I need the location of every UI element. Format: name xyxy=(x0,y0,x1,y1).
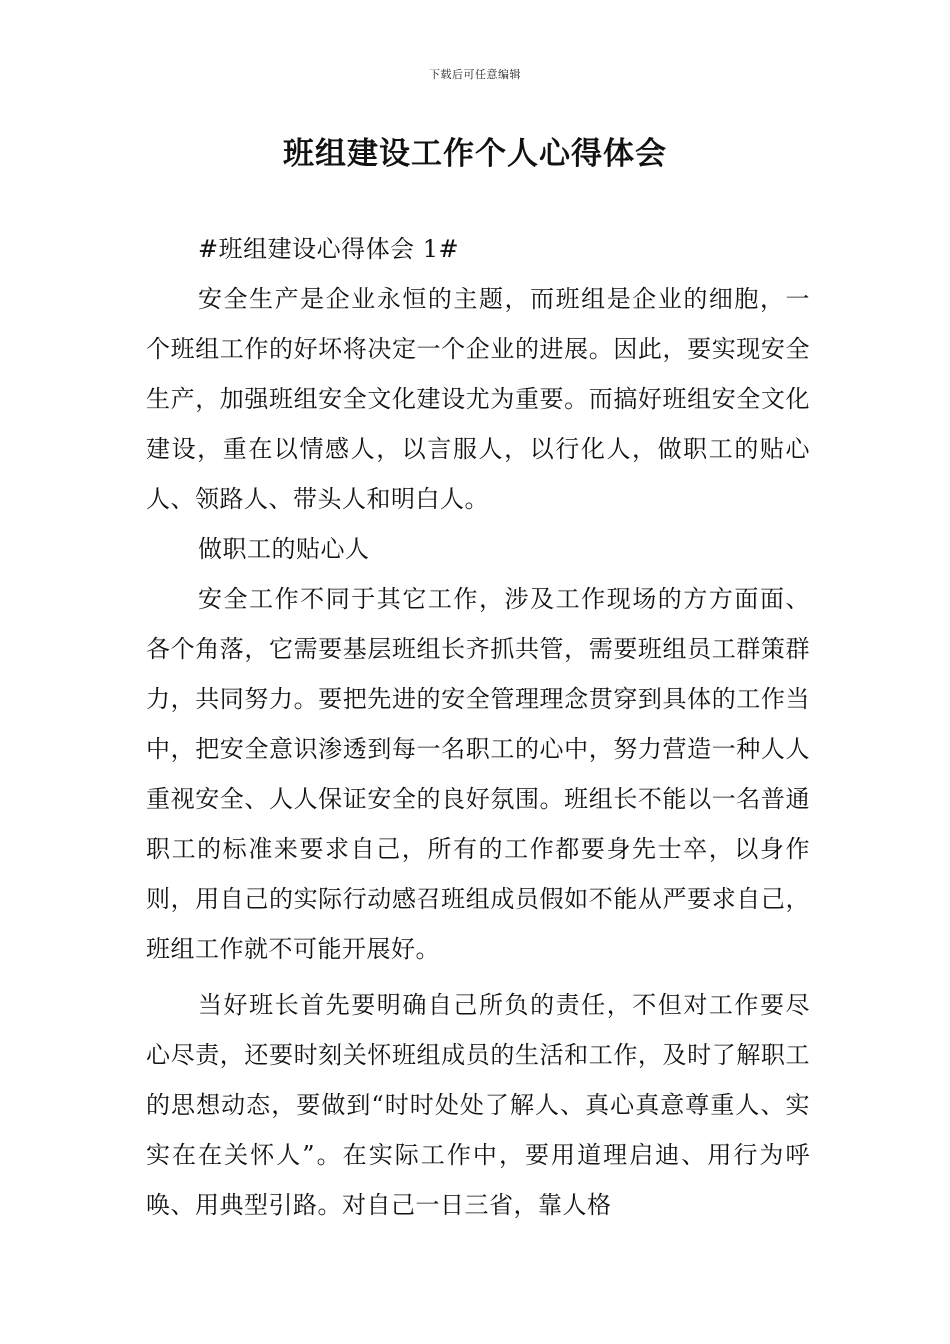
paragraph-intro: 安全生产是企业永恒的主题，而班组是企业的细胞，一个班组工作的好坏将决定一个企业的进展。因此，要实现安全生产，加强班组安全文化建设尤为重要。而搞好班组安全文化建设，重在以情感人，以言服人，以行化人，做职工的贴心人、领路人、带头人和明白人。 xyxy=(146,285,810,513)
document-body xyxy=(146,224,810,1230)
document-title: 班组建设工作个人心得体会 xyxy=(283,136,667,172)
subheading-caring: 做职工的贴心人 xyxy=(198,535,370,563)
paragraph-team-leader: 当好班长首先要明确自己所负的责任，不但对工作要尽心尽责，还要时刻关怀班组成员的生活和工作，及时了解职工的思想动态，要做到“时时处处了解人、真心真意尊重人、实实在在关怀人”。在实际工作中，要用道理启迪、用行为呼唤、用典型引路。对自己一日三省，靠人格 xyxy=(146,991,810,1219)
paragraph-safety-work: 安全工作不同于其它工作，涉及工作现场的方方面面、各个角落，它需要基层班组长齐抓共管，需要班组员工群策群力，共同努力。要把先进的安全管理理念贯穿到具体的工作当中，把安全意识渗透到每一名职工的心中，努力营造一种人人重视安全、人人保证安全的良好氛围。班组长不能以一名普通职工的标准来要求自己，所有的工作都要身先士卒，以身作则，用自己的实际行动感召班组成员假如不能从严要求自己，班组工作就不可能开展好。 xyxy=(146,585,810,963)
header-note: 下载后可任意编辑 xyxy=(429,68,521,81)
section-heading: #班组建设心得体会 1# xyxy=(198,235,460,263)
